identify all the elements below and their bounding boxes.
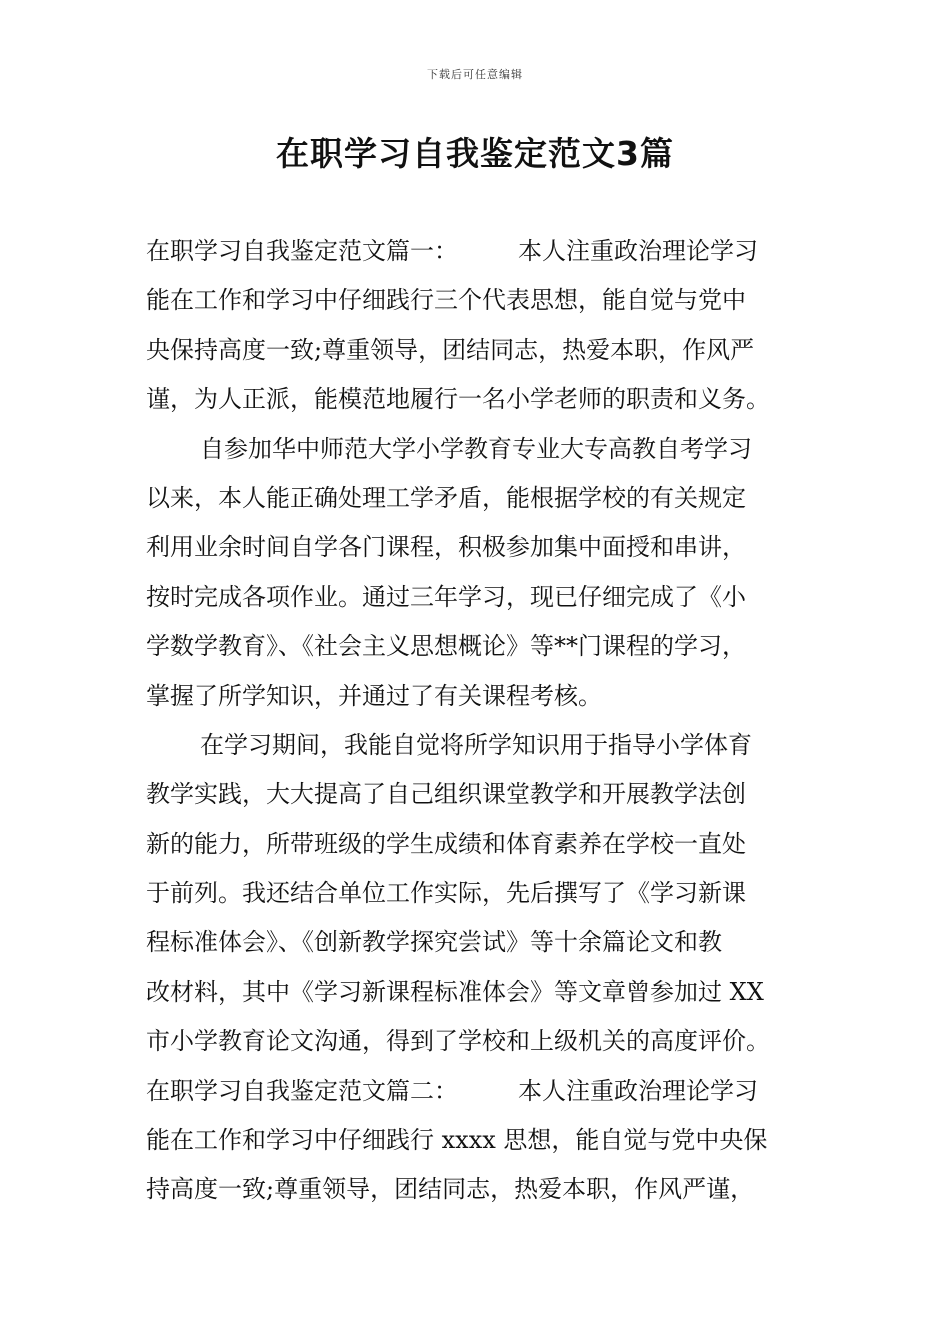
header-note: 下载后可任意编辑 xyxy=(427,68,523,81)
text-line: 于前列。我还结合单位工作实际，先后撰写了《学习新课 xyxy=(146,879,746,908)
text-line: 能在工作和学习中仔细践行 xxxx 思想，能自觉与党中央保 xyxy=(146,1126,768,1155)
text-line: 谨，为人正派，能模范地履行一名小学老师的职责和义务。 xyxy=(146,385,770,414)
text-line: 教学实践，大大提高了自己组织课堂教学和开展教学法创 xyxy=(146,780,746,809)
text-line: 按时完成各项作业。通过三年学习，现已仔细完成了《小 xyxy=(146,582,746,611)
text-line: 央保持高度一致;尊重领导，团结同志，热爱本职，作风严 xyxy=(146,335,755,364)
text-line: 在职学习自我鉴定范文篇二： 本人注重政治理论学习 xyxy=(146,1076,758,1105)
text-line: 改材料，其中《学习新课程标准体会》等文章曾参加过 XX xyxy=(146,977,764,1006)
text-line: 持高度一致;尊重领导，团结同志，热爱本职，作风严谨， xyxy=(146,1175,755,1204)
text-line: 在职学习自我鉴定范文篇一： 本人注重政治理论学习 xyxy=(146,237,758,265)
text-line: 在学习期间，我能自觉将所学知识用于指导小学体育 xyxy=(200,730,752,759)
text-line: 掌握了所学知识，并通过了有关课程考核。 xyxy=(146,681,602,710)
text-line: 新的能力，所带班级的学生成绩和体育素养在学校一直处 xyxy=(146,829,746,858)
body-text xyxy=(146,227,811,1215)
text-line: 学数学教育》、《社会主义思想概论》等**门课程的学习， xyxy=(146,632,746,661)
text-line: 以来，本人能正确处理工学矛盾，能根据学校的有关规定 xyxy=(146,483,746,512)
document-title: 在职学习自我鉴定范文3篇 xyxy=(276,134,674,173)
text-line: 自参加华中师范大学小学教育专业大专高教自考学习 xyxy=(200,434,752,463)
text-line: 利用业余时间自学各门课程，积极参加集中面授和串讲， xyxy=(146,533,746,562)
text-line: 程标准体会》、《创新教学探究尝试》等十余篇论文和教 xyxy=(146,928,722,957)
text-line: 能在工作和学习中仔细践行三个代表思想，能自觉与党中 xyxy=(146,286,746,315)
text-line: 市小学教育论文沟通，得到了学校和上级机关的高度评价。 xyxy=(146,1027,770,1056)
